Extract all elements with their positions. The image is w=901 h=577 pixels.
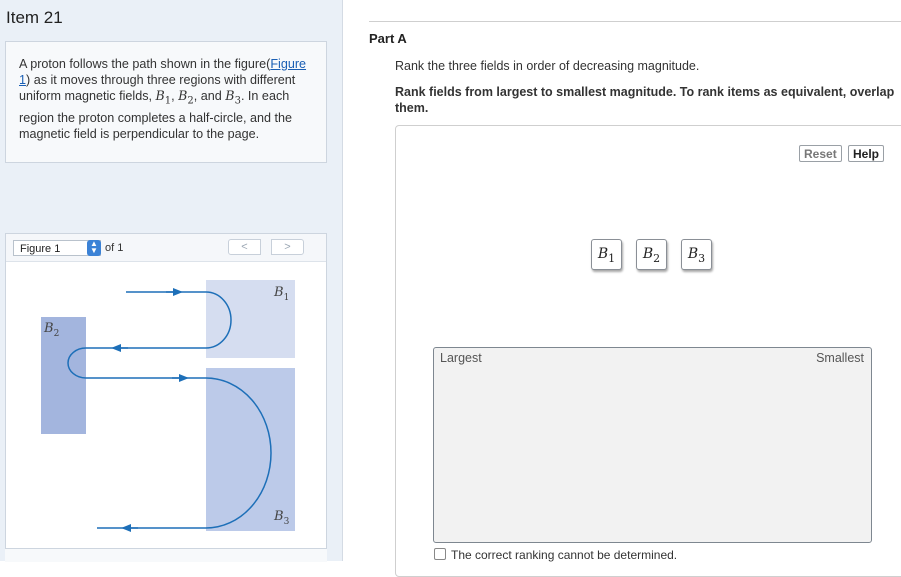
region-b3 [206,368,295,531]
figure-select[interactable] [13,240,101,256]
figure-link[interactable]: Figure 1 [19,57,307,87]
previous-figure-button[interactable]: < [228,239,261,255]
ranking-drop-zone[interactable] [433,347,872,543]
figure-toolbar [6,234,326,262]
region-b1-label: $B_1$ [274,285,290,303]
question-text: Rank the three fields in order of decreasing magnitude. [395,59,700,73]
answer-panel [343,0,901,561]
select-arrows-icon: ▲ ▼ [87,240,101,256]
reset-button[interactable]: Reset [799,145,842,162]
largest-label: Largest [440,351,482,365]
cannot-determine-checkbox[interactable] [434,548,446,560]
instructions-text: Rank fields from largest to smallest magnitude. To rank items as equivalent, overlap them. [395,85,895,115]
problem-text: ) as it moves through three regions with different uniform magnetic fields, [19,73,296,103]
figure-count: of 1 [105,242,124,254]
ranking-widget [395,125,901,577]
symbol-b3: $B_3$ [225,88,241,107]
cannot-determine-label: The correct ranking cannot be determined. [451,548,678,562]
separator: , [171,89,179,103]
region-b3-label: $B_3$ [274,509,290,527]
tile-b1[interactable]: $B_1$ [591,239,622,270]
separator: , and [193,89,226,103]
problem-statement [5,41,327,163]
part-divider [369,21,901,22]
smallest-label: Smallest [816,351,864,365]
symbol-b1: $B_1$ [155,88,172,107]
problem-text: A proton follows the path shown in the figure( [19,57,271,71]
next-panel-edge [5,548,327,562]
left-panel [0,0,343,561]
symbol-b2: $B_2$ [178,88,194,107]
help-button[interactable]: Help [848,145,884,162]
region-b2-label: $B_2$ [44,321,60,339]
figure-select-value: Figure 1 [20,243,61,255]
problem-text: . In each region the proton completes a half-circle, and the magnetic field is perpendicular to the page. [19,89,293,141]
cannot-determine-option[interactable] [434,548,677,562]
tile-b3[interactable]: $B_3$ [681,239,712,270]
tile-b2[interactable]: $B_2$ [636,239,667,270]
figure-panel [5,233,327,553]
next-figure-button[interactable]: > [271,239,304,255]
item-title: Item 21 [6,8,63,27]
part-title: Part A [369,31,407,46]
proton-path-figure [6,261,326,549]
